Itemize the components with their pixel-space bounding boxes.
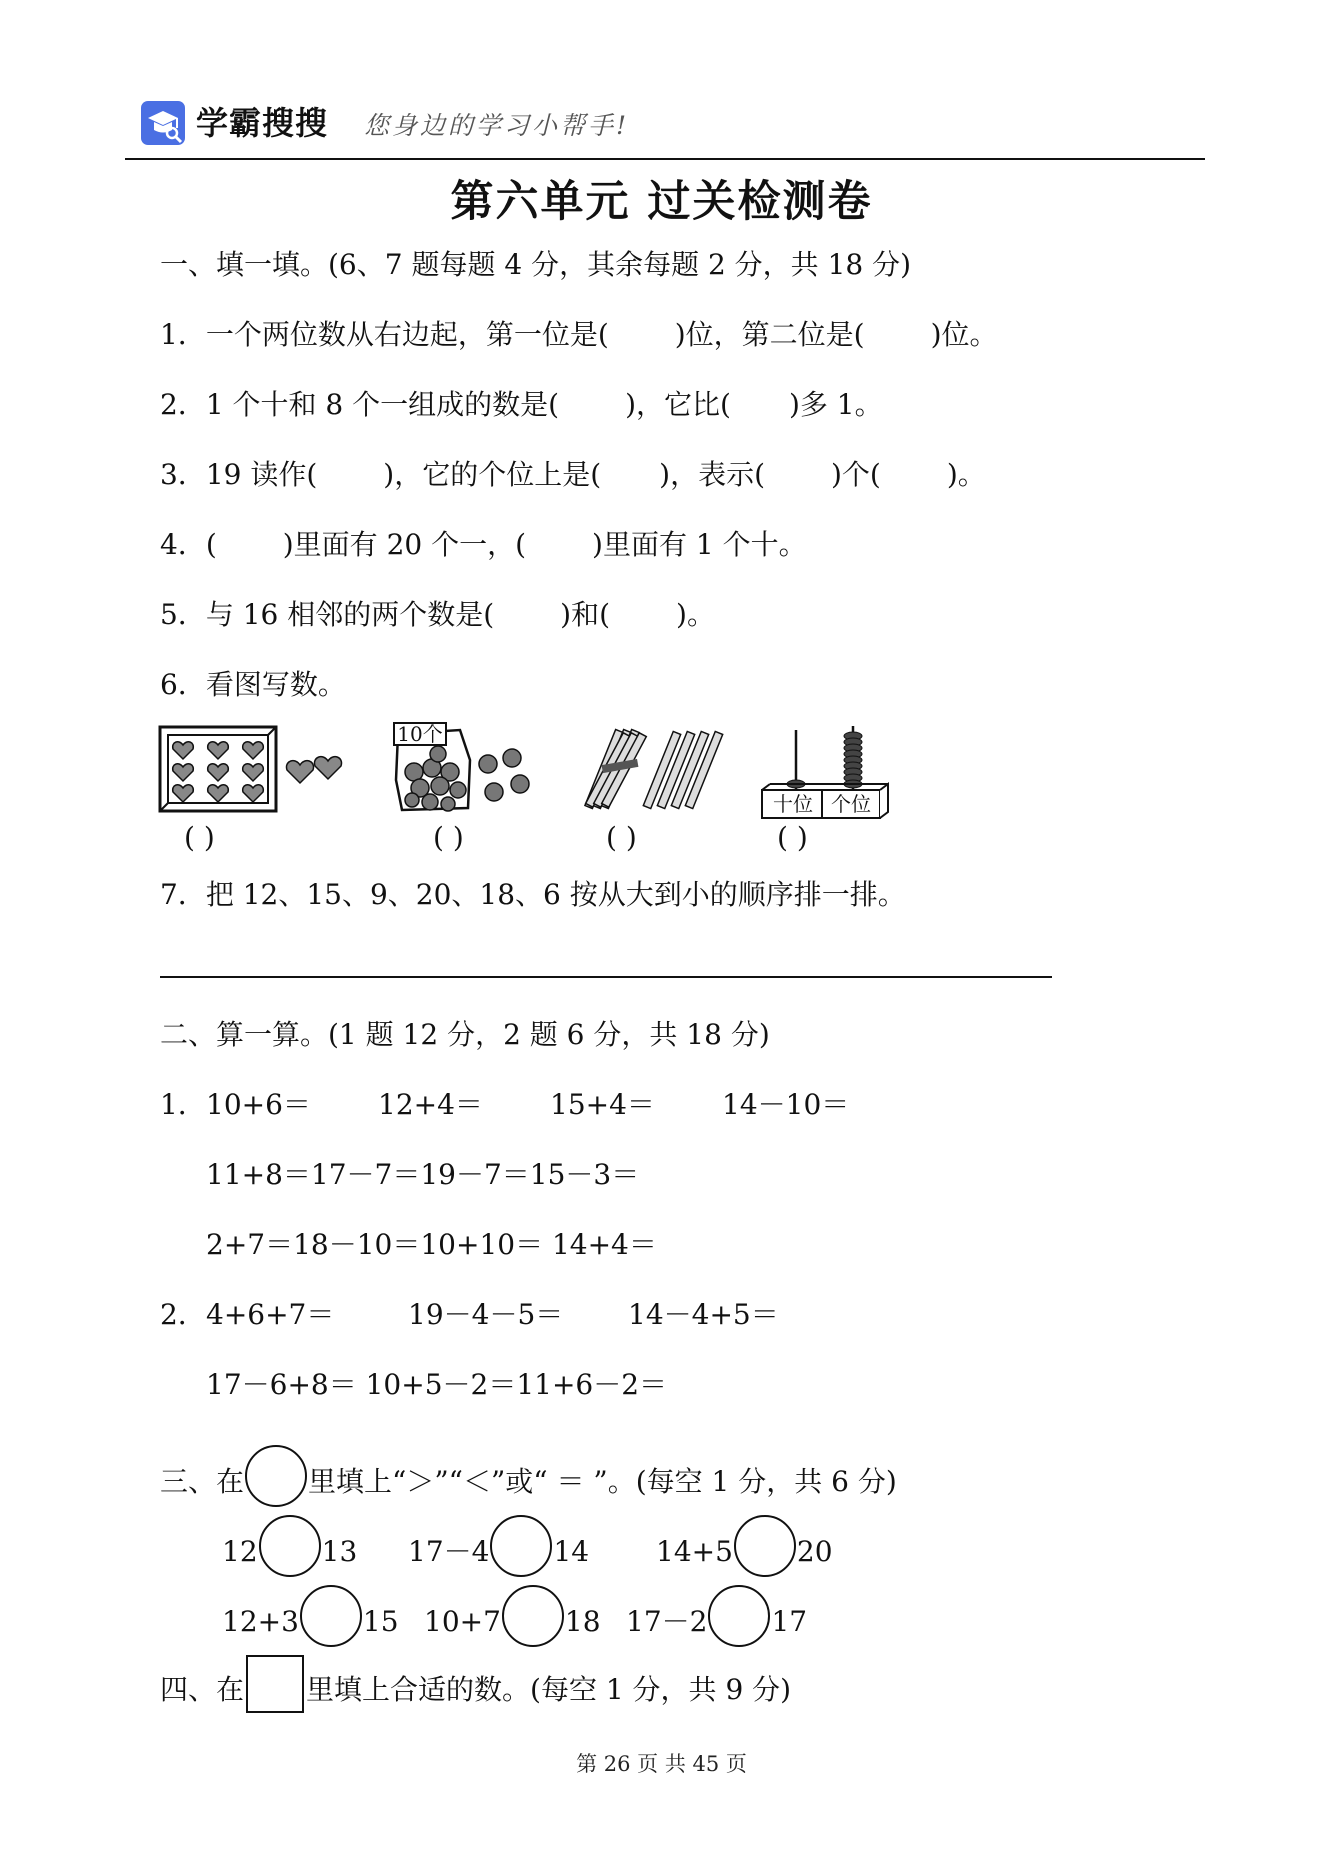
section3-heading: 三、在 里填上“＞”“＜”或“ ＝ ”。(每空 1 分，共 6 分) bbox=[160, 1445, 897, 1507]
calc-item: 4+6+7＝ bbox=[206, 1298, 335, 1331]
cookie-bag-picture bbox=[390, 720, 540, 820]
calc-item: 10+6＝ bbox=[206, 1088, 311, 1121]
calc-item: 19－4－5＝ bbox=[408, 1298, 564, 1331]
calc-item: 14－10＝ bbox=[722, 1088, 850, 1121]
brand-logo-icon bbox=[141, 101, 185, 145]
q6-answer-1[interactable]: ( ) bbox=[184, 821, 215, 854]
question-2-1-label: 1． bbox=[160, 1088, 206, 1121]
compare-circle[interactable] bbox=[490, 1515, 552, 1577]
compare-circle[interactable] bbox=[734, 1515, 796, 1577]
q6-answer-2[interactable]: ( ) bbox=[433, 821, 464, 854]
question-1-3: 3．19 读作( )，它的个位上是( )，表示( )个( )。 bbox=[160, 458, 986, 491]
calc-row: 17－6+8＝ 10+5－2＝11+6－2＝ bbox=[206, 1368, 668, 1401]
section1-heading: 一、填一填。(6、7 题每题 4 分，其余每题 2 分，共 18 分) bbox=[160, 248, 912, 281]
abacus-ones-label: 个位 bbox=[831, 792, 871, 816]
question-1-2: 2．1 个十和 8 个一组成的数是( )，它比( )多 1。 bbox=[160, 388, 883, 421]
calc-item: 14－4+5＝ bbox=[628, 1298, 779, 1331]
page-footer: 第 26 页 共 45 页 bbox=[576, 1752, 747, 1776]
calc-row: 2+7＝18－10＝10+10＝ 14+4＝ bbox=[206, 1228, 657, 1261]
question-1-7: 7．把 12、15、9、20、18、6 按从大到小的顺序排一排。 bbox=[160, 878, 906, 911]
compare-circle[interactable] bbox=[708, 1585, 770, 1647]
q6-answer-4[interactable]: ( ) bbox=[777, 821, 808, 854]
q6-answer-3[interactable]: ( ) bbox=[606, 821, 637, 854]
section4-heading: 四、在 里填上合适的数。(每空 1 分，共 9 分) bbox=[160, 1655, 791, 1713]
question-1-5: 5．与 16 相邻的两个数是( )和( )。 bbox=[160, 598, 715, 631]
calc-item: 12+4＝ bbox=[378, 1088, 483, 1121]
sticks-bundle-picture bbox=[582, 722, 732, 814]
circle-icon bbox=[245, 1445, 307, 1507]
compare-item: 12 13 bbox=[222, 1515, 357, 1577]
question-1-4: 4．( )里面有 20 个一，( )里面有 1 个十。 bbox=[160, 528, 807, 561]
abacus-tens-label: 十位 bbox=[773, 792, 813, 816]
bag-label: 10个 bbox=[397, 722, 443, 746]
abacus-picture bbox=[760, 722, 890, 820]
calc-item: 15+4＝ bbox=[550, 1088, 655, 1121]
compare-item: 12+3 15 bbox=[222, 1585, 399, 1647]
compare-item: 17－4 14 bbox=[408, 1515, 589, 1577]
heart-box-picture bbox=[158, 723, 348, 815]
compare-item: 17－2 17 bbox=[626, 1585, 807, 1647]
compare-circle[interactable] bbox=[502, 1585, 564, 1647]
compare-item: 10+7 18 bbox=[424, 1585, 601, 1647]
question-1-1: 1．一个两位数从右边起，第一位是( )位，第二位是( )位。 bbox=[160, 318, 998, 351]
section2-heading: 二、算一算。(1 题 12 分，2 题 6 分，共 18 分) bbox=[160, 1018, 770, 1051]
question-1-6: 6．看图写数。 bbox=[160, 668, 346, 701]
square-icon bbox=[246, 1655, 304, 1713]
compare-circle[interactable] bbox=[259, 1515, 321, 1577]
brand-slogan: 您身边的学习小帮手! bbox=[364, 111, 630, 140]
brand-name: 学霸搜搜 bbox=[196, 104, 329, 142]
compare-circle[interactable] bbox=[300, 1585, 362, 1647]
answer-line[interactable] bbox=[160, 976, 1052, 978]
header-divider bbox=[125, 158, 1205, 160]
page-title: 第六单元 过关检测卷 bbox=[450, 177, 873, 227]
calc-row: 11+8＝17－7＝19－7＝15－3＝ bbox=[206, 1158, 640, 1191]
compare-item: 14+5 20 bbox=[656, 1515, 833, 1577]
question-2-2-label: 2． bbox=[160, 1298, 206, 1331]
